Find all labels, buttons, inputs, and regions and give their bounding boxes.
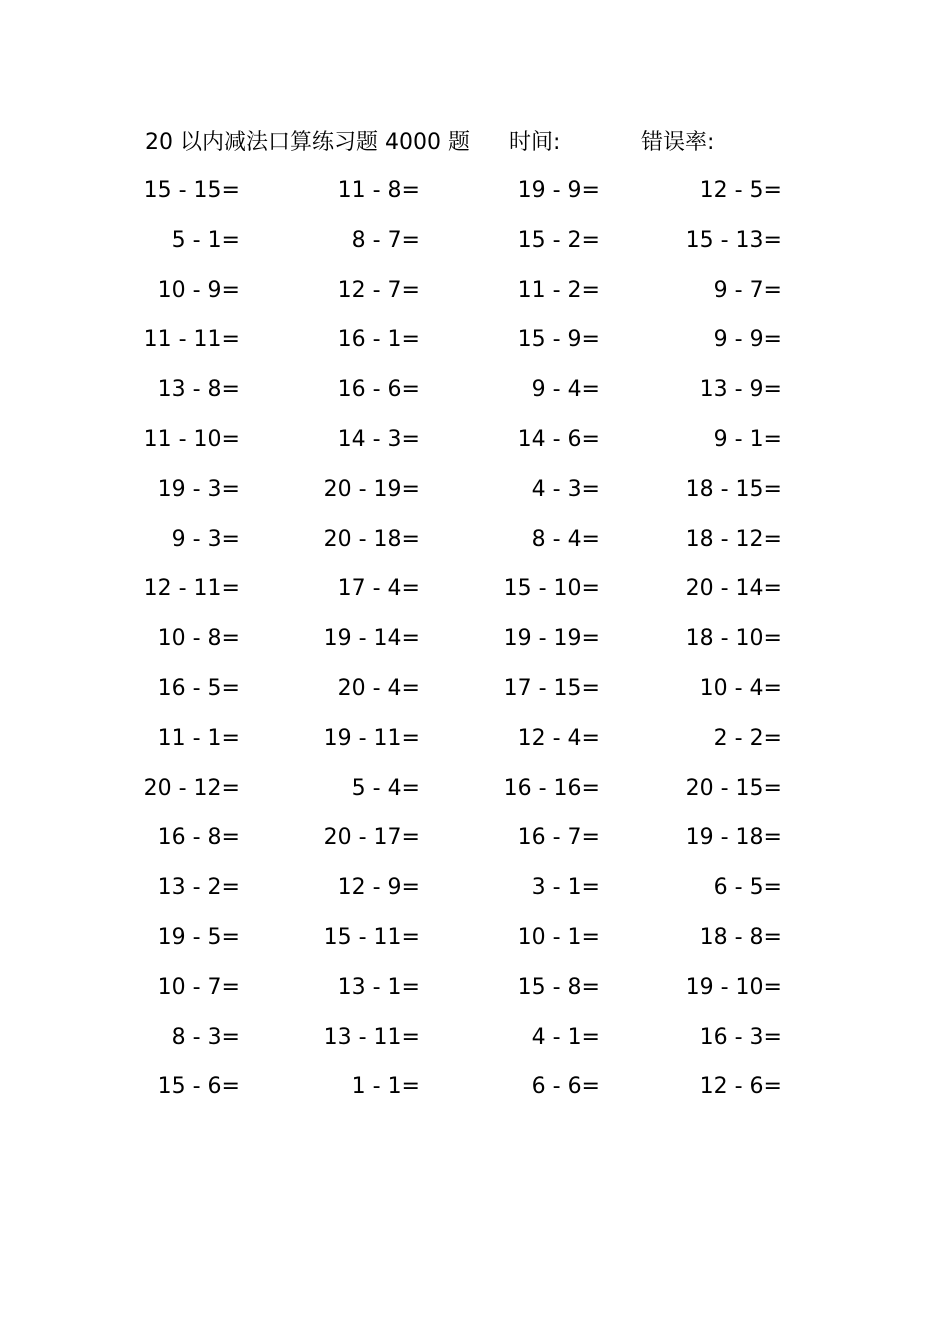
problem-grid	[0, 175, 950, 1121]
problem-cell: 18 - 15=	[685, 476, 782, 502]
problem-cell: 13 - 1=	[337, 974, 420, 1000]
problem-cell: 6 - 6=	[531, 1074, 600, 1100]
problem-cell: 16 - 5=	[157, 675, 240, 701]
problem-row	[0, 673, 950, 723]
problem-cell: 20 - 12=	[143, 775, 240, 801]
problem-cell: 19 - 11=	[323, 725, 420, 751]
problem-row	[0, 1022, 950, 1072]
problem-cell: 12 - 7=	[337, 277, 420, 303]
problem-row	[0, 773, 950, 823]
problem-row	[0, 424, 950, 474]
problem-cell: 12 - 4=	[517, 725, 600, 751]
problem-cell: 1 - 1=	[351, 1074, 420, 1100]
worksheet-title: 20 以内减法口算练习题 4000 题	[145, 130, 470, 155]
problem-cell: 19 - 3=	[157, 476, 240, 502]
problem-row	[0, 872, 950, 922]
problem-cell: 8 - 3=	[171, 1024, 240, 1050]
problem-cell: 20 - 19=	[323, 476, 420, 502]
problem-cell: 9 - 3=	[171, 526, 240, 552]
problem-row	[0, 972, 950, 1022]
problem-cell: 18 - 8=	[699, 924, 782, 950]
problem-cell: 15 - 6=	[157, 1074, 240, 1100]
problem-row	[0, 723, 950, 773]
problem-cell: 12 - 6=	[699, 1074, 782, 1100]
problem-cell: 6 - 5=	[713, 875, 782, 901]
problem-row	[0, 324, 950, 374]
problem-cell: 11 - 2=	[517, 277, 600, 303]
problem-row	[0, 374, 950, 424]
problem-cell: 16 - 1=	[337, 327, 420, 353]
problem-cell: 11 - 10=	[143, 426, 240, 452]
problem-row	[0, 474, 950, 524]
error-rate-label: 错误率:	[641, 130, 715, 155]
problem-cell: 2 - 2=	[713, 725, 782, 751]
problem-cell: 12 - 5=	[699, 178, 782, 203]
problem-cell: 9 - 7=	[713, 277, 782, 303]
time-label: 时间:	[509, 130, 561, 155]
problem-cell: 14 - 3=	[337, 426, 420, 452]
problem-cell: 19 - 10=	[685, 974, 782, 1000]
problem-cell: 17 - 4=	[337, 576, 420, 602]
problem-cell: 16 - 3=	[699, 1024, 782, 1050]
problem-cell: 20 - 4=	[337, 675, 420, 701]
problem-row	[0, 1071, 950, 1121]
problem-cell: 15 - 10=	[503, 576, 600, 602]
problem-cell: 9 - 4=	[531, 377, 600, 403]
problem-cell: 19 - 14=	[323, 626, 420, 652]
problem-cell: 5 - 1=	[171, 227, 240, 253]
problem-cell: 20 - 18=	[323, 526, 420, 552]
problem-cell: 19 - 9=	[517, 178, 600, 203]
problem-cell: 11 - 8=	[337, 178, 420, 203]
problem-cell: 10 - 1=	[517, 924, 600, 950]
problem-cell: 14 - 6=	[517, 426, 600, 452]
problem-cell: 16 - 8=	[157, 825, 240, 851]
worksheet-header	[0, 128, 950, 158]
problem-cell: 10 - 7=	[157, 974, 240, 1000]
problem-cell: 15 - 11=	[323, 924, 420, 950]
problem-row	[0, 922, 950, 972]
problem-cell: 13 - 2=	[157, 875, 240, 901]
problem-cell: 15 - 9=	[517, 327, 600, 353]
problem-cell: 17 - 15=	[503, 675, 600, 701]
problem-cell: 15 - 15=	[143, 178, 240, 203]
problem-cell: 11 - 11=	[143, 327, 240, 353]
problem-cell: 8 - 7=	[351, 227, 420, 253]
problem-row	[0, 623, 950, 673]
problem-cell: 20 - 17=	[323, 825, 420, 851]
problem-row	[0, 275, 950, 325]
problem-cell: 4 - 3=	[531, 476, 600, 502]
problem-cell: 9 - 1=	[713, 426, 782, 452]
problem-cell: 16 - 6=	[337, 377, 420, 403]
problem-row	[0, 822, 950, 872]
problem-cell: 10 - 8=	[157, 626, 240, 652]
problem-row	[0, 573, 950, 623]
problem-cell: 18 - 10=	[685, 626, 782, 652]
problem-cell: 20 - 14=	[685, 576, 782, 602]
problem-cell: 16 - 7=	[517, 825, 600, 851]
problem-cell: 16 - 16=	[503, 775, 600, 801]
problem-cell: 9 - 9=	[713, 327, 782, 353]
problem-cell: 10 - 4=	[699, 675, 782, 701]
problem-cell: 20 - 15=	[685, 775, 782, 801]
problem-cell: 15 - 2=	[517, 227, 600, 253]
problem-cell: 13 - 11=	[323, 1024, 420, 1050]
problem-cell: 3 - 1=	[531, 875, 600, 901]
problem-cell: 19 - 19=	[503, 626, 600, 652]
problem-cell: 19 - 5=	[157, 924, 240, 950]
problem-row	[0, 524, 950, 574]
problem-cell: 15 - 8=	[517, 974, 600, 1000]
problem-cell: 13 - 9=	[699, 377, 782, 403]
problem-cell: 4 - 1=	[531, 1024, 600, 1050]
problem-cell: 5 - 4=	[351, 775, 420, 801]
problem-cell: 13 - 8=	[157, 377, 240, 403]
problem-row	[0, 175, 950, 225]
problem-cell: 11 - 1=	[157, 725, 240, 751]
problem-cell: 10 - 9=	[157, 277, 240, 303]
problem-cell: 15 - 13=	[685, 227, 782, 253]
problem-row	[0, 225, 950, 275]
problem-cell: 8 - 4=	[531, 526, 600, 552]
problem-cell: 12 - 9=	[337, 875, 420, 901]
problem-cell: 12 - 11=	[143, 576, 240, 602]
problem-cell: 18 - 12=	[685, 526, 782, 552]
problem-cell: 19 - 18=	[685, 825, 782, 851]
